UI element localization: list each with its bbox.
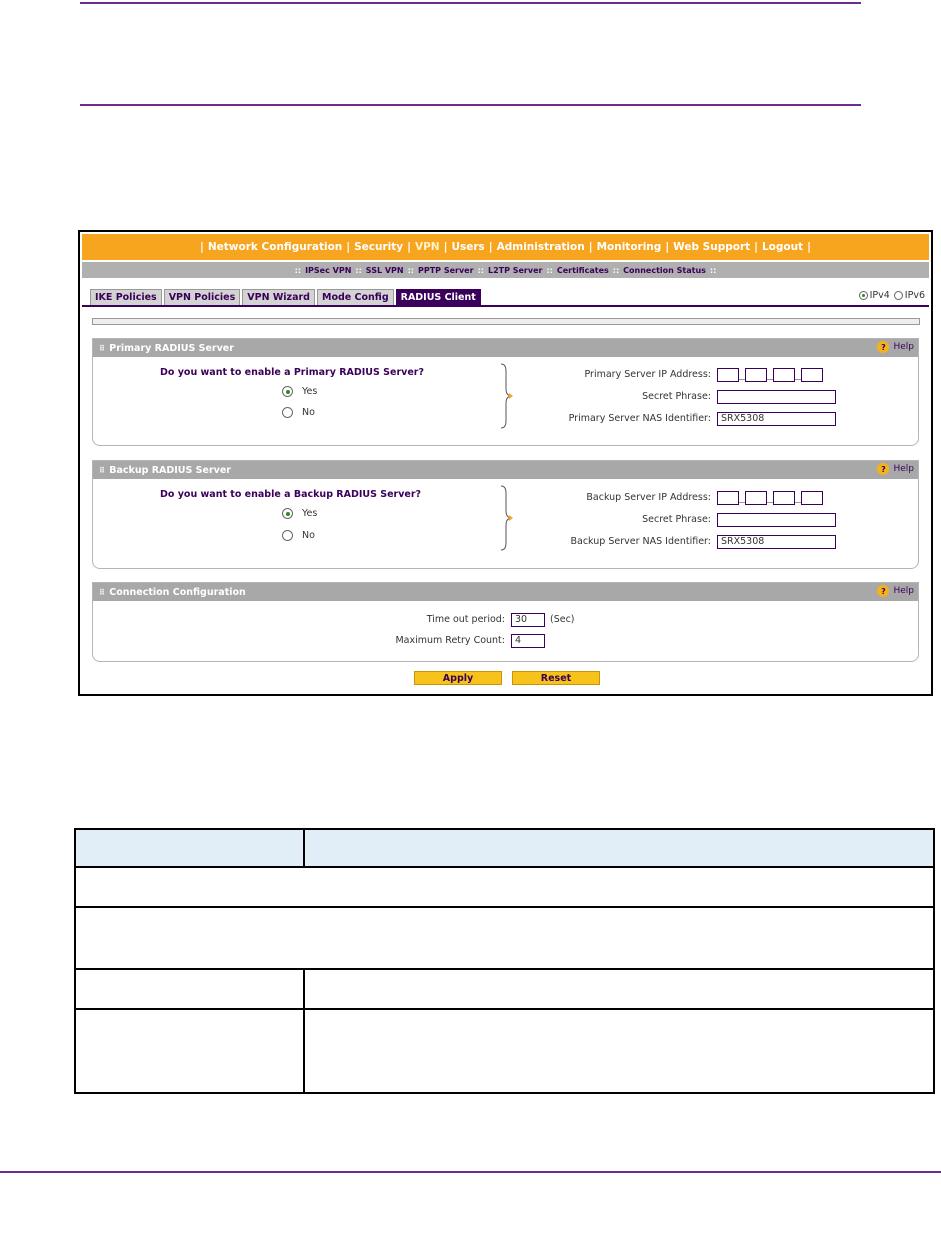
retry-input[interactable]: 4 <box>511 634 545 648</box>
table-row <box>75 867 934 907</box>
primary-yes-option[interactable] <box>282 386 317 397</box>
backup-secret-label: Secret Phrase: <box>642 514 711 525</box>
main-nav: | Network Configuration | Security | VPN | Users | Administration | Monitoring | Web Support | Logout | <box>82 234 929 260</box>
nav-web-support[interactable]: Web Support <box>673 241 751 253</box>
help-icon: ? <box>877 341 889 353</box>
nav-vpn[interactable]: VPN <box>414 241 440 253</box>
backup-yes-label: Yes <box>302 508 318 519</box>
subnav-l2tp-server[interactable]: L2TP Server <box>487 265 543 275</box>
primary-help-link[interactable] <box>877 341 914 353</box>
subnav-ssl-vpn[interactable]: SSL VPN <box>365 265 404 275</box>
primary-radius-title: Primary RADIUS Server <box>109 342 234 354</box>
primary-no-label: No <box>302 407 315 418</box>
table-row <box>75 907 934 969</box>
primary-nas-label: Primary Server NAS Identifier: <box>568 413 711 424</box>
backup-ip-octet-3[interactable] <box>773 491 795 505</box>
connection-help-link[interactable] <box>877 585 914 597</box>
tab-mode-config[interactable]: Mode Config <box>317 289 394 305</box>
primary-nas-input[interactable]: SRX5308 <box>717 412 836 426</box>
backup-radius-title: Backup RADIUS Server <box>109 464 231 476</box>
table-cell <box>304 1009 934 1093</box>
backup-radius-header <box>93 461 918 479</box>
apply-button[interactable]: Apply <box>414 671 502 685</box>
footer-rule <box>0 1171 941 1173</box>
primary-radius-panel <box>92 338 919 446</box>
ip-version-selector <box>859 290 925 301</box>
backup-ip-label: Backup Server IP Address: <box>586 492 711 503</box>
nav-network-configuration[interactable]: Network Configuration <box>207 241 343 253</box>
ipv4-radio[interactable] <box>859 291 868 300</box>
primary-no-radio[interactable] <box>282 407 293 418</box>
backup-no-radio[interactable] <box>282 530 293 541</box>
table-header-cell <box>75 829 304 867</box>
table-cell <box>75 969 304 1009</box>
tab-radius-client[interactable]: RADIUS Client <box>396 289 481 305</box>
primary-yes-radio[interactable] <box>282 386 293 397</box>
nav-administration[interactable]: Administration <box>496 241 585 253</box>
brace-icon <box>500 485 514 551</box>
nav-monitoring[interactable]: Monitoring <box>596 241 662 253</box>
table-cell <box>75 1009 304 1093</box>
backup-nas-label: Backup Server NAS Identifier: <box>570 536 711 547</box>
help-label: Help <box>893 586 914 596</box>
brace-icon <box>500 363 514 429</box>
tab-bar <box>90 289 481 305</box>
content-area <box>82 305 929 694</box>
tab-vpn-wizard[interactable]: VPN Wizard <box>242 289 315 305</box>
reset-button[interactable]: Reset <box>512 671 600 685</box>
ipv4-label: IPv4 <box>869 290 890 301</box>
nav-logout[interactable]: Logout <box>761 241 804 253</box>
table-cell <box>304 969 934 1009</box>
nav-users[interactable]: Users <box>451 241 485 253</box>
primary-enable-question: Do you want to enable a Primary RADIUS Server? <box>160 367 424 378</box>
tab-vpn-policies[interactable]: VPN Policies <box>164 289 241 305</box>
backup-secret-input[interactable] <box>717 513 836 527</box>
primary-secret-label: Secret Phrase: <box>642 391 711 402</box>
settings-table <box>74 828 935 1094</box>
sub-nav: :: IPSec VPN :: SSL VPN :: PPTP Server :: L2TP Server :: Certificates :: Connection Status :: <box>82 262 929 278</box>
backup-enable-question: Do you want to enable a Backup RADIUS Server? <box>160 489 422 500</box>
primary-yes-label: Yes <box>302 386 318 397</box>
primary-ip-octet-4[interactable] <box>801 368 823 382</box>
subnav-ipsec-vpn[interactable]: IPSec VPN <box>305 265 352 275</box>
subnav-pptp-server[interactable]: PPTP Server <box>418 265 474 275</box>
table-header-row <box>75 829 934 867</box>
help-label: Help <box>893 342 914 352</box>
subnav-certificates[interactable]: Certificates <box>556 265 609 275</box>
connection-config-title: Connection Configuration <box>109 586 246 598</box>
timeout-input[interactable]: 30 <box>511 613 545 627</box>
retry-label: Maximum Retry Count: <box>395 635 505 646</box>
backup-yes-radio[interactable] <box>282 508 293 519</box>
ipv6-label: IPv6 <box>904 290 925 301</box>
table-header-cell <box>304 829 934 867</box>
table-cell <box>75 907 934 969</box>
backup-yes-option[interactable] <box>282 508 317 519</box>
table-row <box>75 969 934 1009</box>
backup-ip-octet-2[interactable] <box>745 491 767 505</box>
primary-ip-octet-3[interactable] <box>773 368 795 382</box>
help-icon: ? <box>877 463 889 475</box>
backup-ip-octet-1[interactable] <box>717 491 739 505</box>
timeout-label: Time out period: <box>426 614 505 625</box>
backup-ip-input <box>717 491 823 505</box>
header-rule-top <box>80 2 861 4</box>
primary-radius-header <box>93 339 918 357</box>
backup-radius-panel <box>92 460 919 569</box>
backup-nas-input[interactable]: SRX5308 <box>717 535 836 549</box>
help-icon: ? <box>877 585 889 597</box>
primary-ip-input <box>717 368 823 382</box>
connection-config-panel <box>92 582 919 662</box>
nav-security[interactable]: Security <box>354 241 404 253</box>
tab-ike-policies[interactable]: IKE Policies <box>90 289 162 305</box>
primary-secret-input[interactable] <box>717 390 836 404</box>
connection-config-header <box>93 583 918 601</box>
timeout-unit: (Sec) <box>550 614 575 625</box>
grip-icon: ⠿ <box>99 465 105 475</box>
subnav-connection-status[interactable]: Connection Status <box>623 265 706 275</box>
backup-help-link[interactable] <box>877 463 914 475</box>
help-label: Help <box>893 464 914 474</box>
backup-no-option[interactable] <box>282 530 315 541</box>
primary-ip-octet-2[interactable] <box>745 368 767 382</box>
header-rule-bottom <box>80 104 861 106</box>
grip-icon: ⠿ <box>99 587 105 597</box>
grip-icon: ⠿ <box>99 343 105 353</box>
primary-no-option[interactable] <box>282 407 315 418</box>
backup-no-label: No <box>302 530 315 541</box>
status-bar <box>92 318 920 325</box>
table-row <box>75 1009 934 1093</box>
screenshot-frame <box>78 230 933 696</box>
primary-ip-label: Primary Server IP Address: <box>584 369 711 380</box>
primary-ip-octet-1[interactable] <box>717 368 739 382</box>
backup-ip-octet-4[interactable] <box>801 491 823 505</box>
table-cell <box>75 867 934 907</box>
ipv6-radio[interactable] <box>894 291 903 300</box>
